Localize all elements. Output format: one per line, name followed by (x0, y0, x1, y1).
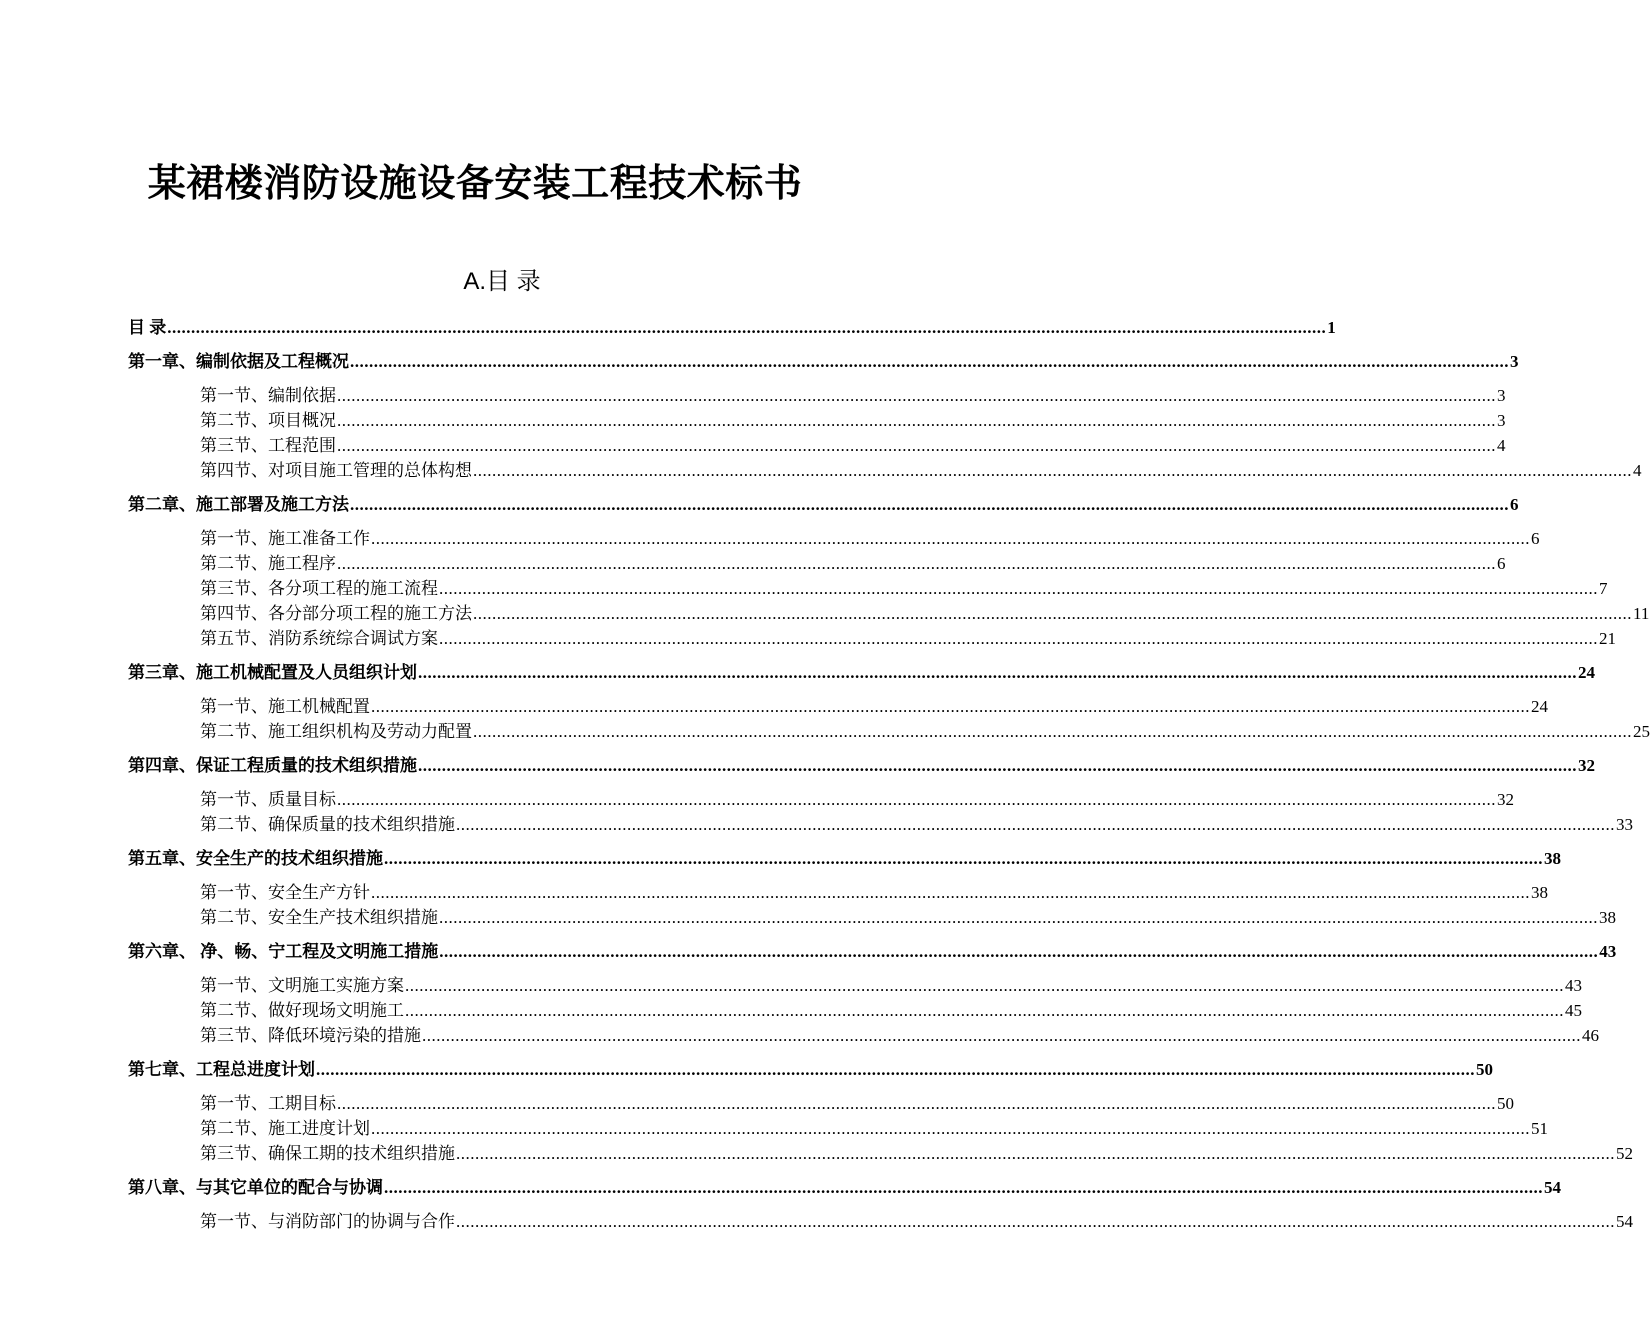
toc-page-number: 4 (1497, 434, 1506, 458)
toc-page-number: 11 (1633, 602, 1649, 626)
toc-page-number: 33 (1616, 813, 1633, 837)
toc-entry-label: 第五章、安全生产的技术组织措施 (128, 847, 383, 871)
toc-entry-label: 第二节、施工程序 (200, 552, 336, 576)
toc-dot-leader: .................................................................................................................................................................................................................................................... (473, 461, 1632, 480)
toc-dot-leader: .................................................................................................................................................................................................................................................... (418, 663, 1577, 682)
toc-entry-label: 第二节、项目概况 (200, 409, 336, 433)
toc-page-number: 4 (1633, 459, 1642, 483)
toc-entry-label: 第一节、编制依据 (200, 384, 336, 408)
toc-dot-leader: .................................................................................................................................................................................................................................................... (456, 1212, 1615, 1231)
toc-entry-label: 第一节、工期目标 (200, 1092, 336, 1116)
toc-section-entry[interactable] (200, 1092, 1514, 1116)
toc-page-number: 6 (1531, 527, 1540, 551)
toc-page-number: 52 (1616, 1142, 1633, 1166)
toc-dot-leader: .................................................................................................................................................................................................................................................... (337, 1094, 1496, 1113)
toc-page-number: 43 (1565, 974, 1582, 998)
toc-section-entry[interactable] (200, 695, 1548, 719)
toc-chapter-entry[interactable] (128, 940, 1617, 964)
toc-entry-label: 第一节、施工机械配置 (200, 695, 370, 719)
toc-section-entry[interactable] (200, 1024, 1599, 1048)
toc-entry-label: 第三章、施工机械配置及人员组织计划 (128, 661, 417, 685)
toc-dot-leader: .................................................................................................................................................................................................................................................... (439, 942, 1599, 961)
toc-dot-leader: .................................................................................................................................................................................................................................................... (418, 756, 1577, 775)
toc-dot-leader: .................................................................................................................................................................................................................................................... (337, 386, 1496, 405)
toc-section-entry[interactable] (200, 552, 1506, 576)
toc-dot-leader: .................................................................................................................................................................................................................................................... (456, 1144, 1615, 1163)
toc-section-entry[interactable] (200, 1117, 1548, 1141)
toc-dot-leader: .................................................................................................................................................................................................................................................... (384, 1178, 1543, 1197)
toc-dot-leader: .................................................................................................................................................................................................................................................... (337, 411, 1496, 430)
toc-entry-label: 第八章、与其它单位的配合与协调 (128, 1176, 383, 1200)
toc-chapter-entry[interactable] (128, 493, 1519, 517)
toc-section-entry[interactable] (200, 577, 1608, 601)
toc-page-number: 25 (1633, 720, 1650, 744)
toc-page-number: 50 (1497, 1092, 1514, 1116)
toc-entry-label: 第一节、文明施工实施方案 (200, 974, 404, 998)
toc-page-number: 24 (1531, 695, 1548, 719)
toc-heading: A.目 录 (463, 268, 541, 295)
toc-section-entry[interactable] (200, 627, 1616, 651)
toc-entry-label: 第四章、保证工程质量的技术组织措施 (128, 754, 417, 778)
toc-entry-label: 第七章、工程总进度计划 (128, 1058, 315, 1082)
toc-page-number: 3 (1497, 409, 1506, 433)
toc-section-entry[interactable] (200, 1142, 1633, 1166)
toc-entry-label: 第五节、消防系统综合调试方案 (200, 627, 438, 651)
toc-dot-leader: .................................................................................................................................................................................................................................................... (439, 908, 1598, 927)
toc-entry-label: 第二节、施工组织机构及劳动力配置 (200, 720, 472, 744)
toc-entry-label: 第三节、各分项工程的施工流程 (200, 577, 438, 601)
toc-page-number: 38 (1544, 847, 1561, 871)
toc-entry-label: 第一节、施工准备工作 (200, 527, 370, 551)
toc-dot-leader: .................................................................................................................................................................................................................................................... (371, 1119, 1530, 1138)
toc-page-number: 46 (1582, 1024, 1599, 1048)
toc-page-number: 1 (1327, 316, 1336, 340)
toc-entry-label: 第二节、施工进度计划 (200, 1117, 370, 1141)
toc-section-entry[interactable] (200, 1210, 1633, 1234)
toc-dot-leader: .................................................................................................................................................................................................................................................... (316, 1060, 1475, 1079)
toc-dot-leader: .................................................................................................................................................................................................................................................... (350, 352, 1509, 371)
toc-chapter-entry[interactable] (128, 661, 1595, 685)
toc-page-number: 32 (1578, 754, 1595, 778)
toc-entry-label: 第一节、与消防部门的协调与合作 (200, 1210, 455, 1234)
toc-page-number: 45 (1565, 999, 1582, 1023)
toc-dot-leader: .................................................................................................................................................................................................................................................... (384, 849, 1543, 868)
toc-page-number: 6 (1510, 493, 1519, 517)
toc-section-entry[interactable] (200, 409, 1506, 433)
toc-dot-leader: .................................................................................................................................................................................................................................................... (337, 790, 1496, 809)
toc-dot-leader: .................................................................................................................................................................................................................................................... (439, 579, 1598, 598)
toc-entry-label: 第二章、施工部署及施工方法 (128, 493, 349, 517)
toc-page-number: 38 (1531, 881, 1548, 905)
toc-page-number: 24 (1578, 661, 1595, 685)
toc-chapter-entry[interactable] (128, 847, 1561, 871)
toc-page-number: 21 (1599, 627, 1616, 651)
toc-section-entry[interactable] (200, 906, 1616, 930)
toc-dot-leader: .................................................................................................................................................................................................................................................... (473, 604, 1632, 623)
toc-section-entry[interactable] (200, 999, 1582, 1023)
toc-section-entry[interactable] (200, 602, 1650, 626)
toc-entry-label: 第二节、确保质量的技术组织措施 (200, 813, 455, 837)
toc-entry-label: 第一节、质量目标 (200, 788, 336, 812)
toc-chapter-entry[interactable] (128, 1058, 1493, 1082)
toc-chapter-entry[interactable] (128, 350, 1519, 374)
toc-page-number: 54 (1544, 1176, 1561, 1200)
toc-entry-label: 第一章、编制依据及工程概况 (128, 350, 349, 374)
toc-entry-label: 第三节、确保工期的技术组织措施 (200, 1142, 455, 1166)
toc-dot-leader: .................................................................................................................................................................................................................................................... (422, 1026, 1581, 1045)
toc-section-entry[interactable] (200, 434, 1506, 458)
toc-page-number: 51 (1531, 1117, 1548, 1141)
toc-entry-label: 第二节、做好现场文明施工 (200, 999, 404, 1023)
toc-entry-label: 第四节、各分部分项工程的施工方法 (200, 602, 472, 626)
toc-section-entry[interactable] (200, 527, 1540, 551)
toc-section-entry[interactable] (200, 881, 1548, 905)
toc-dot-leader: .................................................................................................................................................................................................................................................... (473, 722, 1632, 741)
toc-dot-leader: .................................................................................................................................................................................................................................................... (371, 529, 1530, 548)
toc-entry-label: 第三节、降低环境污染的措施 (200, 1024, 421, 1048)
toc-section-entry[interactable] (200, 974, 1582, 998)
toc-chapter-entry[interactable] (128, 754, 1595, 778)
toc-section-entry[interactable] (200, 720, 1650, 744)
document-title: 某裙楼消防设施设备安装工程技术标书 (147, 160, 803, 205)
toc-entry-label: 目 录 (128, 316, 166, 340)
toc-dot-leader: .................................................................................................................................................................................................................................................... (371, 883, 1530, 902)
toc-page-number: 3 (1510, 350, 1519, 374)
toc-page-number: 3 (1497, 384, 1506, 408)
toc-dot-leader: .................................................................................................................................................................................................................................................... (405, 1001, 1564, 1020)
toc-page-number: 50 (1476, 1058, 1493, 1082)
toc-dot-leader: .................................................................................................................................................................................................................................................... (337, 554, 1496, 573)
toc-dot-leader: .................................................................................................................................................................................................................................................... (167, 318, 1327, 337)
toc-entry-label: 第一节、安全生产方针 (200, 881, 370, 905)
toc-page-number: 32 (1497, 788, 1514, 812)
toc-entry-label: 第六章、 净、畅、宁工程及文明施工措施 (128, 940, 438, 964)
toc-entry-label: 第三节、工程范围 (200, 434, 336, 458)
toc-section-entry[interactable] (200, 459, 1642, 483)
toc-chapter-entry[interactable] (128, 1176, 1561, 1200)
toc-dot-leader: .................................................................................................................................................................................................................................................... (337, 436, 1496, 455)
toc-dot-leader: .................................................................................................................................................................................................................................................... (456, 815, 1615, 834)
toc-section-entry[interactable] (200, 788, 1514, 812)
toc-section-entry[interactable] (200, 813, 1633, 837)
toc-dot-leader: .................................................................................................................................................................................................................................................... (405, 976, 1564, 995)
toc-page-number: 7 (1599, 577, 1608, 601)
toc-entry-label: 第四节、对项目施工管理的总体构想 (200, 459, 472, 483)
toc-dot-leader: .................................................................................................................................................................................................................................................... (350, 495, 1509, 514)
toc-page-number: 6 (1497, 552, 1506, 576)
toc-page-number: 54 (1616, 1210, 1633, 1234)
toc-page-number: 43 (1599, 940, 1616, 964)
toc-page-number: 38 (1599, 906, 1616, 930)
toc-dot-leader: .................................................................................................................................................................................................................................................... (371, 697, 1530, 716)
toc-dot-leader: .................................................................................................................................................................................................................................................... (439, 629, 1598, 648)
toc-entry-label: 第二节、安全生产技术组织措施 (200, 906, 438, 930)
toc-chapter-entry[interactable] (128, 316, 1336, 340)
toc-section-entry[interactable] (200, 384, 1506, 408)
